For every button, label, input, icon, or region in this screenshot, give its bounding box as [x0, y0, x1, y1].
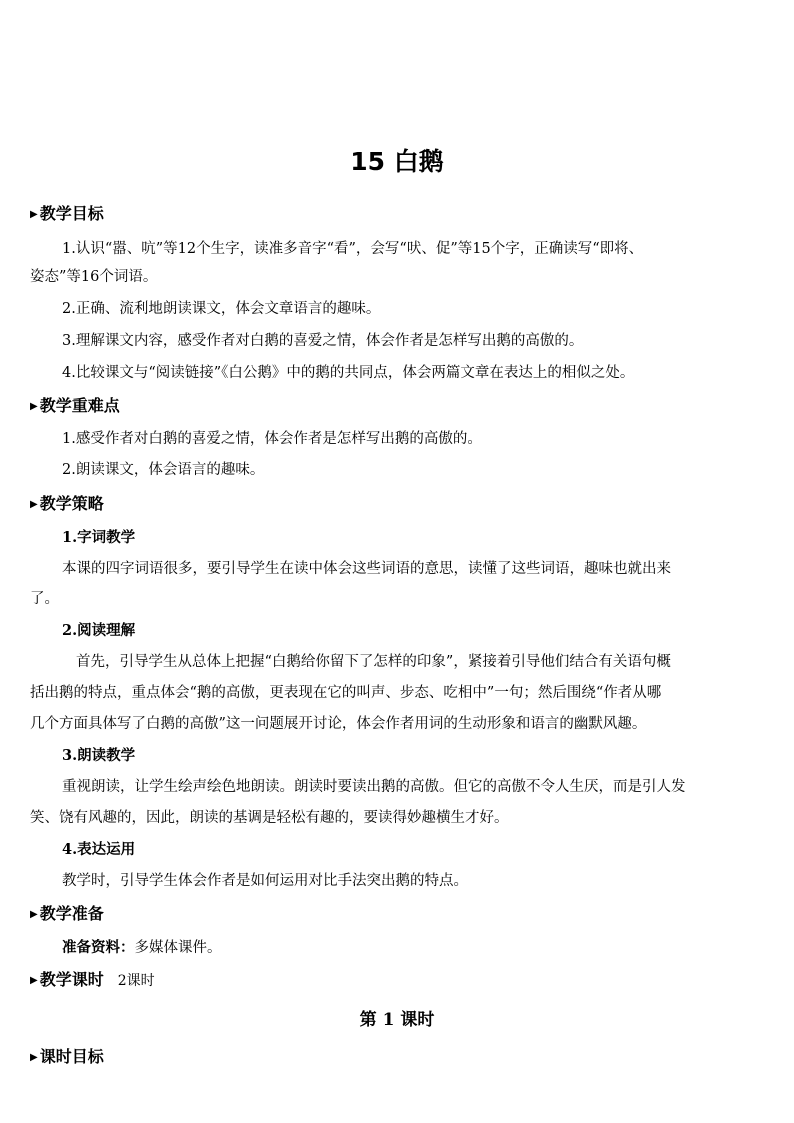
- prep-value: 多媒体课件。: [134, 940, 222, 956]
- triangle-marker-icon: ▶: [30, 909, 38, 920]
- strategy-text: 重视朗读，让学生绘声绘色地朗读。朗读时要读出鹅的高傲。但它的高傲不令人生厌，而是引人发: [62, 779, 686, 795]
- triangle-marker-icon: ▶: [30, 209, 38, 220]
- goal-item: 1.认识“嚣、吭”等12个生字，读准多音字“看”，会写“吠、促”等15个字，正确读写“即将、: [62, 241, 644, 257]
- strategy-subheading-reading: 2.阅读理解: [62, 622, 136, 639]
- section-heading-prep: ▶ 教学准备: [30, 902, 104, 927]
- strategy-subheading-recite: 3.朗读教学: [62, 747, 136, 764]
- strategy-text: 本课的四字词语很多，要引导学生在读中体会这些词语的意思，读懂了这些词语，趣味也就出来: [62, 561, 671, 577]
- triangle-marker-icon: ▶: [30, 975, 38, 986]
- section-heading-hours: ▶ 教学课时 2课时: [30, 968, 155, 993]
- lesson-title: 第 1 课时: [359, 1010, 435, 1030]
- page-title: 15 白鹅: [350, 147, 444, 176]
- key-point-item: 1.感受作者对白鹅的喜爱之情，体会作者是怎样写出鹅的高傲的。: [62, 431, 482, 447]
- hours-value: 2课时: [117, 973, 155, 989]
- strategy-text: 笑、饶有风趣的，因此，朗读的基调是轻松有趣的，要读得妙趣横生才好。: [30, 810, 509, 826]
- strategy-subheading-express: 4.表达运用: [62, 841, 136, 858]
- strategy-text: 几个方面具体写了白鹅的高傲”这一问题展开讨论，体会作者用词的生动形象和语言的幽默风趣。: [30, 716, 647, 732]
- triangle-marker-icon: ▶: [30, 401, 38, 412]
- section-heading-key-points: ▶ 教学重难点: [30, 394, 120, 419]
- prep-label: 准备资料：: [62, 939, 135, 956]
- section-heading-goals: ▶ 教学目标: [30, 202, 104, 227]
- strategy-text: 括出鹅的特点，重点体会“鹅的高傲，更表现在它的叫声、步态、吃相中”一句；然后围绕“作者从哪: [30, 685, 662, 701]
- strategy-text: 首先，引导学生从总体上把握“白鹅给你留下了怎样的印象”，紧接着引导他们结合有关语句概: [76, 654, 671, 670]
- strategy-text: 了。: [30, 591, 59, 607]
- section-heading-strategy: ▶ 教学策略: [30, 492, 104, 517]
- goal-item-continued: 姿态”等16个词语。: [30, 269, 158, 285]
- strategy-subheading-word: 1.字词教学: [62, 529, 136, 546]
- triangle-marker-icon: ▶: [30, 499, 38, 510]
- key-point-item: 2.朗读课文，体会语言的趣味。: [62, 462, 265, 478]
- goal-item: 2.正确、流利地朗读课文，体会文章语言的趣味。: [62, 301, 381, 317]
- triangle-marker-icon: ▶: [30, 1052, 38, 1063]
- goal-item: 4.比较课文与“阅读链接”《白公鹅》中的鹅的共同点，体会两篇文章在表达上的相似之处。: [62, 365, 635, 381]
- prep-line: [62, 937, 794, 959]
- goal-item: 3.理解课文内容，感受作者对白鹅的喜爱之情，体会作者是怎样写出鹅的高傲的。: [62, 333, 584, 349]
- section-heading-lesson-goals: ▶ 课时目标: [30, 1045, 104, 1070]
- strategy-text: 教学时，引导学生体会作者是如何运用对比手法突出鹅的特点。: [62, 873, 468, 889]
